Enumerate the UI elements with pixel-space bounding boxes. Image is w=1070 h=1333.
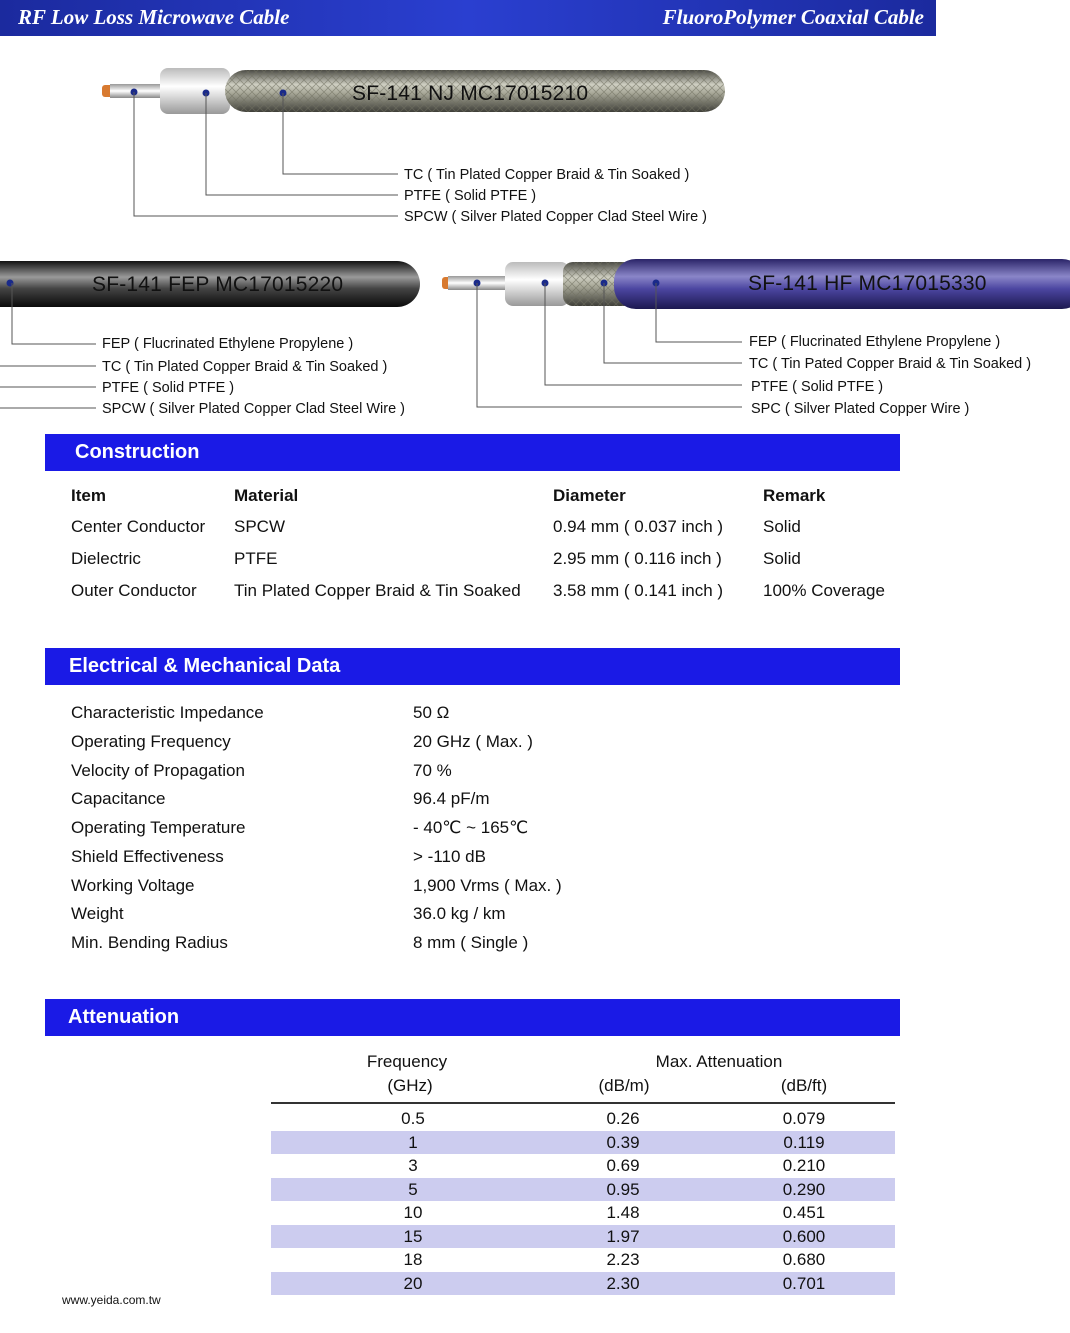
electrical-heading: Electrical & Mechanical Data [45, 648, 900, 685]
diameter-cell: 2.95 mm ( 0.116 inch ) [553, 549, 722, 568]
freq-cell: 15 [403, 1226, 423, 1246]
db-ft-cell: 0.451 [782, 1203, 826, 1222]
db-ft-cell: 0.701 [782, 1273, 826, 1293]
db-m-cell: 2.30 [606, 1273, 640, 1293]
material-cell: PTFE [234, 549, 278, 568]
att-header-rule [271, 1102, 895, 1104]
header-remark: Remark [763, 486, 826, 505]
item-cell: Outer Conductor [71, 581, 197, 600]
cable2-label: SF-141 FEP MC17015220 [92, 273, 344, 296]
header-diameter: Diameter [553, 486, 626, 505]
db-m-cell: 0.26 [606, 1109, 640, 1128]
attenuation-heading: Attenuation [45, 999, 900, 1036]
cable3-layer-braid: TC ( Tin Pated Copper Braid & Tin Soaked ) [749, 356, 1032, 372]
att-unit-m: (dB/m) [598, 1076, 650, 1095]
table-row [271, 1131, 895, 1155]
diameter-cell: 0.94 mm ( 0.037 inch ) [553, 517, 724, 536]
cable-sf141-hf [442, 259, 1070, 417]
spec-value: 8 mm ( Single ) [413, 933, 529, 952]
db-ft-cell: 0.079 [782, 1109, 826, 1128]
spec-value: 70 % [413, 761, 452, 780]
material-cell: SPCW [234, 517, 285, 536]
spec-label: Operating Temperature [71, 818, 246, 837]
spec-value: 96.4 pF/m [413, 789, 490, 808]
spec-label: Shield Effectiveness [71, 847, 224, 866]
freq-cell: 3 [408, 1156, 418, 1175]
spec-label: Min. Bending Radius [71, 933, 228, 952]
spec-label: Capacitance [71, 789, 166, 808]
cable1-layer-dielectric: PTFE ( Solid PTFE ) [404, 188, 537, 204]
db-ft-cell: 0.119 [783, 1132, 825, 1152]
cable2-layer-dielectric: PTFE ( Solid PTFE ) [102, 380, 235, 396]
db-m-cell: 1.48 [606, 1203, 640, 1222]
cable-sf141-nj [102, 68, 725, 225]
cable-sf141-fep [0, 261, 420, 417]
remark-cell: Solid [763, 549, 801, 568]
cable3-dielectric [505, 262, 569, 306]
spec-label: Weight [71, 904, 124, 923]
db-m-cell: 1.97 [606, 1226, 640, 1246]
material-cell: Tin Plated Copper Braid & Tin Soaked [234, 581, 521, 600]
db-m-cell: 0.95 [606, 1179, 640, 1199]
spec-value: 50 Ω [413, 703, 450, 722]
table-row [271, 1107, 895, 1131]
db-m-cell: 0.39 [606, 1132, 640, 1152]
db-ft-cell: 0.210 [782, 1156, 826, 1175]
header-material: Material [234, 486, 299, 505]
cable1-layer-braid: TC ( Tin Plated Copper Braid & Tin Soaked ) [404, 167, 690, 183]
spec-label: Characteristic Impedance [71, 703, 264, 722]
spec-value: > -110 dB [413, 847, 486, 866]
cable3-layer-center: SPC ( Silver Plated Copper Wire ) [751, 401, 970, 417]
freq-cell: 0.5 [401, 1109, 425, 1128]
db-m-cell: 2.23 [606, 1250, 640, 1269]
website-footer: www.yeida.com.tw [62, 1293, 161, 1307]
att-unit-ft: (dB/ft) [780, 1076, 828, 1095]
freq-cell: 18 [403, 1250, 423, 1269]
freq-cell: 10 [403, 1203, 423, 1222]
spec-label: Working Voltage [71, 876, 195, 895]
spec-value: 1,900 Vrms ( Max. ) [413, 876, 562, 895]
cable2-layer-braid: TC ( Tin Plated Copper Braid & Tin Soaked ) [102, 359, 388, 375]
cable3-layer-jacket: FEP ( Flucrinated Ethylene Propylene ) [749, 334, 1001, 350]
remark-cell: 100% Coverage [763, 581, 885, 600]
header-banner [0, 0, 936, 36]
spec-value: 20 GHz ( Max. ) [413, 732, 533, 751]
item-cell: Center Conductor [71, 517, 206, 536]
cable1-dielectric [160, 68, 230, 114]
att-frequency-label: Frequency [366, 1052, 448, 1071]
freq-cell: 1 [408, 1132, 418, 1152]
att-frequency-unit: (GHz) [387, 1076, 433, 1095]
table-row [271, 1225, 895, 1249]
spec-value: 36.0 kg / km [413, 904, 506, 923]
cable1-layer-center: SPCW ( Silver Plated Copper Clad Steel Wire ) [404, 209, 707, 225]
cable3-layer-dielectric: PTFE ( Solid PTFE ) [751, 379, 884, 395]
cable3-label: SF-141 HF MC17015330 [748, 272, 987, 295]
freq-cell: 20 [403, 1273, 423, 1293]
item-cell: Dielectric [71, 549, 141, 568]
db-m-cell: 0.69 [606, 1156, 640, 1175]
table-row [271, 1272, 895, 1296]
db-ft-cell: 0.600 [782, 1226, 826, 1246]
header-left-title: RF Low Loss Microwave Cable [18, 5, 290, 29]
table-row [271, 1154, 895, 1178]
freq-cell: 5 [408, 1179, 418, 1199]
spec-label: Operating Frequency [71, 732, 231, 751]
attenuation-table [271, 1107, 895, 1295]
header-item: Item [71, 486, 106, 505]
db-ft-cell: 0.290 [782, 1179, 826, 1199]
cable2-layer-center: SPCW ( Silver Plated Copper Clad Steel Wire ) [102, 401, 405, 417]
header-right-title: FluoroPolymer Coaxial Cable [662, 5, 924, 29]
cable2-layer-jacket: FEP ( Flucrinated Ethylene Propylene ) [102, 336, 354, 352]
att-max-label: Max. Attenuation [655, 1052, 783, 1071]
remark-cell: Solid [763, 517, 801, 536]
spec-value: - 40℃ ~ 165℃ [413, 818, 529, 837]
spec-label: Velocity of Propagation [71, 761, 245, 780]
db-ft-cell: 0.680 [782, 1250, 826, 1269]
cable1-label: SF-141 NJ MC17015210 [352, 82, 589, 105]
diameter-cell: 3.58 mm ( 0.141 inch ) [553, 581, 724, 600]
table-row [271, 1248, 895, 1272]
construction-heading: Construction [45, 434, 900, 471]
table-row [271, 1201, 895, 1225]
cable-illustrations [0, 40, 1070, 430]
table-row [271, 1178, 895, 1202]
